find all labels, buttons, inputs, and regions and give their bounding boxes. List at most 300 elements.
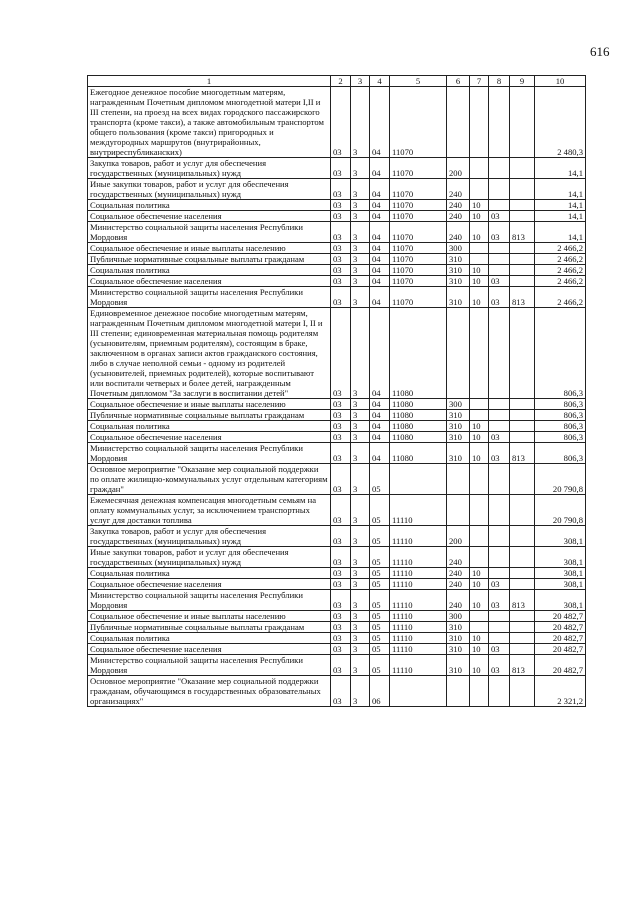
row-cell-col4: 05: [370, 633, 390, 644]
row-description: Министерство социальной защиты населения Республики Мордовия: [88, 655, 331, 676]
table-row: [88, 254, 586, 265]
row-cell-col3: 3: [351, 655, 370, 676]
row-cell-col9: [510, 211, 535, 222]
row-cell-col5: 11070: [390, 158, 447, 179]
row-cell-col4: 05: [370, 568, 390, 579]
row-cell-col2: 03: [331, 432, 351, 443]
column-header-5: 5: [390, 76, 447, 87]
row-cell-col10: 308,1: [535, 579, 586, 590]
row-description: Ежегодное денежное пособие многодетным матерям, награжденным Почетным дипломом многодетной матери I,II и III степени, на проезд на всех видах городского пассажирского транспорта (кроме такси), а также автомобильным транспортом общего пользования (кроме такси) пригородных и междугородных маршрутов (внутрирайонных, внутриреспубликанских): [88, 87, 331, 158]
row-cell-col7: [470, 676, 489, 707]
row-description: Социальная политика: [88, 633, 331, 644]
row-cell-col2: 03: [331, 243, 351, 254]
row-cell-col3: 3: [351, 308, 370, 399]
table-row: [88, 579, 586, 590]
row-cell-col5: 11070: [390, 200, 447, 211]
row-cell-col10: 806,3: [535, 399, 586, 410]
row-cell-col9: [510, 579, 535, 590]
row-cell-col9: 813: [510, 222, 535, 243]
row-cell-col3: 3: [351, 287, 370, 308]
row-cell-col8: 03: [489, 443, 510, 464]
row-cell-col6: 240: [447, 590, 470, 611]
row-description: Социальное обеспечение и иные выплаты населению: [88, 611, 331, 622]
row-cell-col7: [470, 158, 489, 179]
row-cell-col4: 04: [370, 243, 390, 254]
row-cell-col4: 05: [370, 547, 390, 568]
row-cell-col8: 03: [489, 579, 510, 590]
row-cell-col5: 11110: [390, 644, 447, 655]
row-cell-col7: [470, 464, 489, 495]
row-cell-col10: 308,1: [535, 547, 586, 568]
row-cell-col6: 240: [447, 222, 470, 243]
row-cell-col10: 20 482,7: [535, 611, 586, 622]
row-cell-col8: 03: [489, 644, 510, 655]
row-cell-col8: [489, 526, 510, 547]
row-cell-col5: 11110: [390, 579, 447, 590]
row-cell-col5: 11080: [390, 421, 447, 432]
row-description: Министерство социальной защиты населения Республики Мордовия: [88, 443, 331, 464]
row-cell-col3: 3: [351, 432, 370, 443]
row-cell-col2: 03: [331, 222, 351, 243]
row-cell-col5: 11110: [390, 590, 447, 611]
column-header-6: 6: [447, 76, 470, 87]
row-cell-col9: [510, 526, 535, 547]
row-cell-col7: 10: [470, 579, 489, 590]
row-cell-col10: 20 482,7: [535, 655, 586, 676]
row-cell-col2: 03: [331, 399, 351, 410]
row-cell-col3: 3: [351, 547, 370, 568]
row-cell-col2: 03: [331, 495, 351, 526]
row-description: Закупка товаров, работ и услуг для обеспечения государственных (муниципальных) нужд: [88, 158, 331, 179]
row-description: Основное мероприятие "Оказание мер социальной поддержки гражданам, обучающимся в государственных образовательных организациях": [88, 676, 331, 707]
row-cell-col5: 11110: [390, 633, 447, 644]
row-cell-col10: 806,3: [535, 443, 586, 464]
row-cell-col10: 2 466,2: [535, 276, 586, 287]
row-cell-col10: 20 482,7: [535, 633, 586, 644]
row-cell-col5: 11080: [390, 399, 447, 410]
row-description: Министерство социальной защиты населения Республики Мордовия: [88, 590, 331, 611]
row-cell-col9: [510, 611, 535, 622]
row-description: Социальное обеспечение населения: [88, 579, 331, 590]
row-cell-col8: [489, 568, 510, 579]
row-description: Основное мероприятие "Оказание мер социальной поддержки по оплате жилищно-коммунальных услуг отдельным категориям граждан": [88, 464, 331, 495]
row-cell-col9: 813: [510, 287, 535, 308]
column-header-9: 9: [510, 76, 535, 87]
row-cell-col8: 03: [489, 287, 510, 308]
column-header-8: 8: [489, 76, 510, 87]
row-cell-col10: 806,3: [535, 410, 586, 421]
row-cell-col8: 03: [489, 222, 510, 243]
row-description: Социальное обеспечение и иные выплаты населению: [88, 399, 331, 410]
row-cell-col5: 11110: [390, 622, 447, 633]
row-cell-col9: [510, 200, 535, 211]
row-cell-col4: 04: [370, 287, 390, 308]
table-row: [88, 568, 586, 579]
row-description: Социальная политика: [88, 200, 331, 211]
row-cell-col7: [470, 526, 489, 547]
row-cell-col4: 05: [370, 495, 390, 526]
row-cell-col10: 2 480,3: [535, 87, 586, 158]
row-cell-col9: [510, 410, 535, 421]
row-cell-col4: 04: [370, 179, 390, 200]
row-cell-col6: 240: [447, 568, 470, 579]
row-cell-col9: [510, 179, 535, 200]
row-cell-col6: 310: [447, 276, 470, 287]
row-cell-col2: 03: [331, 200, 351, 211]
row-cell-col7: [470, 611, 489, 622]
row-cell-col8: [489, 399, 510, 410]
row-cell-col3: 3: [351, 399, 370, 410]
row-cell-col7: 10: [470, 287, 489, 308]
column-header-3: 3: [351, 76, 370, 87]
row-cell-col4: 04: [370, 87, 390, 158]
budget-table: [87, 75, 586, 707]
row-cell-col10: 308,1: [535, 590, 586, 611]
row-cell-col8: [489, 421, 510, 432]
row-cell-col9: [510, 622, 535, 633]
row-cell-col4: 04: [370, 200, 390, 211]
row-description: Социальная политика: [88, 265, 331, 276]
table-header: [88, 76, 586, 87]
column-header-4: 4: [370, 76, 390, 87]
row-cell-col2: 03: [331, 308, 351, 399]
row-cell-col6: 240: [447, 211, 470, 222]
table-body: [88, 87, 586, 707]
row-cell-col3: 3: [351, 200, 370, 211]
row-cell-col7: [470, 243, 489, 254]
row-description: Министерство социальной защиты населения Республики Мордовия: [88, 287, 331, 308]
row-description: Ежемесячная денежная компенсация многодетным семьям на оплату коммунальных услуг, за исключением транспортных услуг для доставки топлива: [88, 495, 331, 526]
row-cell-col4: 05: [370, 644, 390, 655]
column-header-10: 10: [535, 76, 586, 87]
row-description: Закупка товаров, работ и услуг для обеспечения государственных (муниципальных) нужд: [88, 526, 331, 547]
row-cell-col5: 11110: [390, 568, 447, 579]
row-cell-col10: 14,1: [535, 211, 586, 222]
row-cell-col2: 03: [331, 579, 351, 590]
row-cell-col3: 3: [351, 611, 370, 622]
row-cell-col7: [470, 254, 489, 265]
row-cell-col7: 10: [470, 421, 489, 432]
row-cell-col3: 3: [351, 622, 370, 633]
row-cell-col9: [510, 158, 535, 179]
row-cell-col10: 14,1: [535, 200, 586, 211]
row-cell-col5: 11070: [390, 222, 447, 243]
row-cell-col8: [489, 464, 510, 495]
row-cell-col9: [510, 87, 535, 158]
table-row: [88, 611, 586, 622]
row-cell-col4: 05: [370, 655, 390, 676]
row-description: Публичные нормативные социальные выплаты гражданам: [88, 254, 331, 265]
row-cell-col2: 03: [331, 287, 351, 308]
row-cell-col4: 05: [370, 590, 390, 611]
row-cell-col8: [489, 254, 510, 265]
table-row: [88, 179, 586, 200]
row-cell-col2: 03: [331, 633, 351, 644]
row-cell-col4: 04: [370, 222, 390, 243]
row-cell-col3: 3: [351, 568, 370, 579]
row-cell-col4: 06: [370, 676, 390, 707]
row-cell-col6: [447, 308, 470, 399]
row-cell-col2: 03: [331, 179, 351, 200]
row-cell-col3: 3: [351, 443, 370, 464]
row-cell-col9: [510, 254, 535, 265]
row-cell-col3: 3: [351, 243, 370, 254]
row-description: Иные закупки товаров, работ и услуг для обеспечения государственных (муниципальных) нужд: [88, 179, 331, 200]
table-row: [88, 243, 586, 254]
row-cell-col8: [489, 308, 510, 399]
row-cell-col7: 10: [470, 222, 489, 243]
column-header-7: 7: [470, 76, 489, 87]
row-cell-col3: 3: [351, 526, 370, 547]
row-cell-col3: 3: [351, 158, 370, 179]
row-cell-col5: 11070: [390, 265, 447, 276]
row-cell-col10: 806,3: [535, 421, 586, 432]
row-cell-col8: [489, 611, 510, 622]
row-cell-col3: 3: [351, 495, 370, 526]
row-cell-col6: 200: [447, 158, 470, 179]
row-cell-col9: [510, 399, 535, 410]
row-cell-col10: 20 790,8: [535, 495, 586, 526]
row-cell-col6: [447, 87, 470, 158]
row-cell-col5: 11110: [390, 655, 447, 676]
row-cell-col2: 03: [331, 547, 351, 568]
row-cell-col6: 300: [447, 399, 470, 410]
table-row: [88, 644, 586, 655]
row-cell-col5: 11070: [390, 87, 447, 158]
row-description: Социальное обеспечение населения: [88, 211, 331, 222]
table-row: [88, 676, 586, 707]
row-cell-col2: 03: [331, 265, 351, 276]
row-description: Социальное обеспечение и иные выплаты населению: [88, 243, 331, 254]
table-row: [88, 590, 586, 611]
row-cell-col5: 11110: [390, 526, 447, 547]
row-cell-col10: 20 790,8: [535, 464, 586, 495]
row-cell-col8: [489, 265, 510, 276]
row-cell-col9: [510, 265, 535, 276]
table-row: [88, 200, 586, 211]
row-description: Социальное обеспечение населения: [88, 432, 331, 443]
row-cell-col7: 10: [470, 568, 489, 579]
row-cell-col7: 10: [470, 443, 489, 464]
row-cell-col5: 11080: [390, 443, 447, 464]
row-cell-col3: 3: [351, 265, 370, 276]
row-cell-col3: 3: [351, 421, 370, 432]
row-cell-col4: 04: [370, 158, 390, 179]
table-row: [88, 421, 586, 432]
row-cell-col7: 10: [470, 211, 489, 222]
row-cell-col9: [510, 568, 535, 579]
row-description: Социальная политика: [88, 421, 331, 432]
table-row: [88, 158, 586, 179]
row-cell-col5: [390, 464, 447, 495]
row-cell-col10: 14,1: [535, 179, 586, 200]
row-cell-col6: 300: [447, 243, 470, 254]
row-cell-col10: 806,3: [535, 432, 586, 443]
row-cell-col5: 11110: [390, 495, 447, 526]
row-cell-col6: 310: [447, 432, 470, 443]
row-cell-col5: 11110: [390, 547, 447, 568]
table-row: [88, 547, 586, 568]
row-cell-col2: 03: [331, 464, 351, 495]
row-cell-col8: [489, 179, 510, 200]
row-description: Публичные нормативные социальные выплаты гражданам: [88, 622, 331, 633]
row-cell-col2: 03: [331, 611, 351, 622]
row-cell-col6: 310: [447, 655, 470, 676]
row-cell-col9: [510, 308, 535, 399]
page-number: 616: [590, 44, 610, 59]
row-description: Социальная политика: [88, 568, 331, 579]
row-cell-col4: 04: [370, 421, 390, 432]
row-cell-col7: 10: [470, 276, 489, 287]
row-cell-col4: 04: [370, 254, 390, 265]
row-cell-col2: 03: [331, 276, 351, 287]
row-cell-col9: [510, 495, 535, 526]
table-row: [88, 410, 586, 421]
row-cell-col2: 03: [331, 211, 351, 222]
row-cell-col6: 310: [447, 421, 470, 432]
table-row: [88, 622, 586, 633]
row-cell-col6: 240: [447, 200, 470, 211]
row-cell-col8: 03: [489, 655, 510, 676]
row-cell-col6: 240: [447, 179, 470, 200]
row-cell-col4: 04: [370, 211, 390, 222]
row-cell-col2: 03: [331, 676, 351, 707]
row-cell-col7: [470, 622, 489, 633]
row-cell-col2: 03: [331, 644, 351, 655]
row-cell-col5: 11080: [390, 432, 447, 443]
row-description: Социальное обеспечение населения: [88, 276, 331, 287]
row-cell-col10: 308,1: [535, 568, 586, 579]
row-cell-col10: 2 466,2: [535, 287, 586, 308]
row-cell-col6: 240: [447, 547, 470, 568]
row-cell-col9: [510, 432, 535, 443]
row-cell-col5: 11110: [390, 611, 447, 622]
row-cell-col8: [489, 622, 510, 633]
row-cell-col5: 11070: [390, 254, 447, 265]
row-cell-col6: 310: [447, 410, 470, 421]
row-cell-col7: 10: [470, 633, 489, 644]
table-row: [88, 495, 586, 526]
row-cell-col2: 03: [331, 158, 351, 179]
row-cell-col5: 11080: [390, 410, 447, 421]
row-cell-col2: 03: [331, 622, 351, 633]
table-row: [88, 655, 586, 676]
row-cell-col2: 03: [331, 254, 351, 265]
row-cell-col9: [510, 644, 535, 655]
row-cell-col2: 03: [331, 655, 351, 676]
row-cell-col10: 20 482,7: [535, 644, 586, 655]
row-cell-col6: 310: [447, 443, 470, 464]
row-cell-col8: 03: [489, 276, 510, 287]
row-cell-col4: 04: [370, 432, 390, 443]
row-cell-col3: 3: [351, 579, 370, 590]
row-cell-col7: [470, 87, 489, 158]
row-cell-col5: 11070: [390, 211, 447, 222]
row-cell-col4: 05: [370, 526, 390, 547]
row-cell-col7: [470, 308, 489, 399]
row-cell-col3: 3: [351, 464, 370, 495]
row-cell-col3: 3: [351, 410, 370, 421]
row-cell-col7: 10: [470, 265, 489, 276]
row-cell-col3: 3: [351, 87, 370, 158]
row-cell-col5: 11070: [390, 287, 447, 308]
row-cell-col9: 813: [510, 443, 535, 464]
row-cell-col5: 11080: [390, 308, 447, 399]
row-cell-col6: 310: [447, 622, 470, 633]
row-cell-col9: 813: [510, 655, 535, 676]
row-cell-col10: 2 321,2: [535, 676, 586, 707]
row-description: Единовременное денежное пособие многодетным матерям, награжденным Почетным дипломом многодетной матери I, II и III степени; единовременная материальная помощь родителям (усыновителям, приемным родителям), состоящим в браке, заключенном в органах записи актов гражданского состояния, либо в случае неполной семьи - одному из родителей (усыновителей, приемных родителей), которые воспитывают или воспитали четверых и более детей, награжденным Почетным дипломом "За заслуги в воспитании детей": [88, 308, 331, 399]
row-cell-col8: [489, 200, 510, 211]
row-cell-col2: 03: [331, 410, 351, 421]
row-cell-col9: [510, 464, 535, 495]
row-cell-col10: 806,3: [535, 308, 586, 399]
row-description: Иные закупки товаров, работ и услуг для обеспечения государственных (муниципальных) нужд: [88, 547, 331, 568]
row-cell-col9: [510, 421, 535, 432]
row-cell-col7: 10: [470, 200, 489, 211]
row-cell-col4: 04: [370, 443, 390, 464]
row-cell-col4: 05: [370, 622, 390, 633]
row-cell-col7: [470, 495, 489, 526]
row-cell-col6: 240: [447, 579, 470, 590]
row-cell-col6: 310: [447, 287, 470, 308]
row-cell-col4: 05: [370, 579, 390, 590]
row-cell-col10: 20 482,7: [535, 622, 586, 633]
row-cell-col8: [489, 87, 510, 158]
row-cell-col2: 03: [331, 421, 351, 432]
table-row: [88, 308, 586, 399]
table-row: [88, 526, 586, 547]
row-cell-col3: 3: [351, 633, 370, 644]
table-row: [88, 633, 586, 644]
row-cell-col6: [447, 495, 470, 526]
row-cell-col4: 04: [370, 410, 390, 421]
row-cell-col9: [510, 547, 535, 568]
row-cell-col10: 14,1: [535, 222, 586, 243]
row-cell-col4: 04: [370, 265, 390, 276]
row-cell-col6: 310: [447, 254, 470, 265]
row-cell-col5: 11070: [390, 276, 447, 287]
row-cell-col8: [489, 410, 510, 421]
row-cell-col3: 3: [351, 179, 370, 200]
row-description: Министерство социальной защиты населения Республики Мордовия: [88, 222, 331, 243]
row-cell-col2: 03: [331, 87, 351, 158]
row-cell-col6: 200: [447, 526, 470, 547]
row-cell-col8: [489, 158, 510, 179]
table-row: [88, 276, 586, 287]
row-cell-col4: 04: [370, 308, 390, 399]
row-cell-col8: [489, 495, 510, 526]
row-cell-col6: 310: [447, 633, 470, 644]
row-cell-col2: 03: [331, 568, 351, 579]
row-cell-col3: 3: [351, 254, 370, 265]
row-cell-col8: 03: [489, 211, 510, 222]
row-cell-col8: 03: [489, 590, 510, 611]
table-row: [88, 287, 586, 308]
row-cell-col6: [447, 676, 470, 707]
row-cell-col5: 11070: [390, 243, 447, 254]
row-cell-col9: 813: [510, 590, 535, 611]
row-cell-col7: 10: [470, 590, 489, 611]
table-row: [88, 443, 586, 464]
row-cell-col3: 3: [351, 211, 370, 222]
row-cell-col3: 3: [351, 276, 370, 287]
row-cell-col4: 04: [370, 276, 390, 287]
table-row: [88, 464, 586, 495]
row-cell-col10: 2 466,2: [535, 265, 586, 276]
row-cell-col9: [510, 243, 535, 254]
row-cell-col4: 05: [370, 464, 390, 495]
